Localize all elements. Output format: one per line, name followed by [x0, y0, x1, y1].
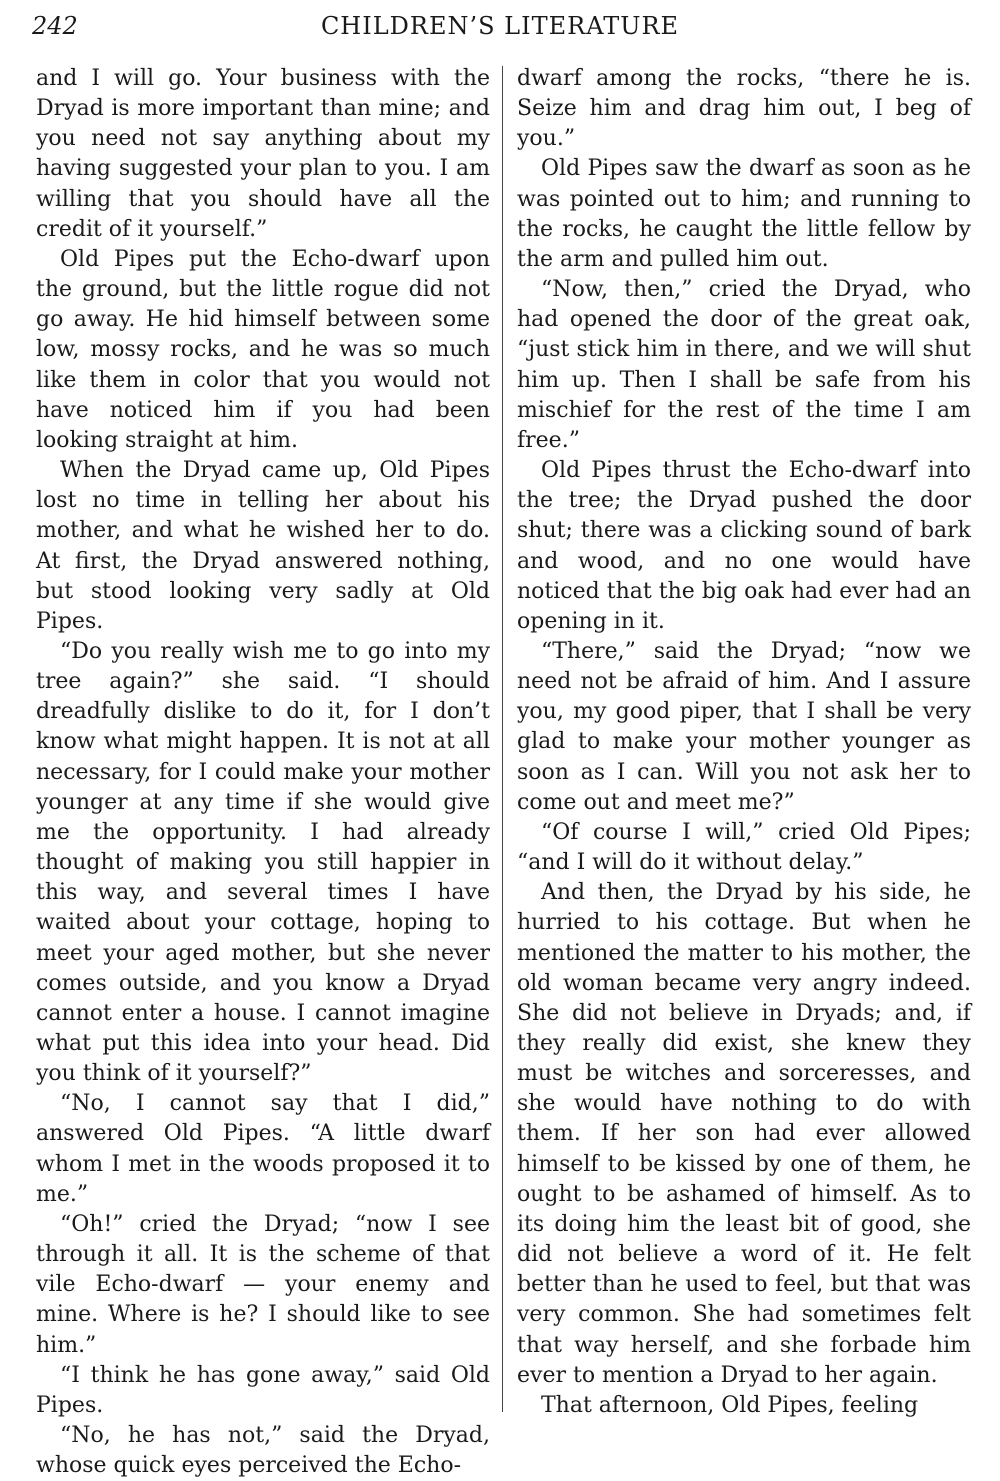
column-divider [502, 66, 503, 1412]
right-column [517, 64, 971, 1421]
paragraph: Old Pipes saw the dwarf as soon as he was pointed out to him; and running to the rocks, he caught the little fellow by the arm and pulled him out. [517, 156, 971, 272]
paragraph: And then, the Dryad by his side, he hurried to his cottage. But when he mentioned the matter to his mother, the old woman became very angry indeed. She did not believe in Dryads; and, if they really did exist, she knew they must be witches and sorceresses, and she would have nothing to do with them. If her son had ever allowed himself to be kissed by one of them, he ought to be ashamed of himself. As to its doing him the least bit of good, she did not believe a word of it. He felt better than he used to feel, but that was very common. She had sometimes felt that way herself, and she forbade him ever to mention a Dryad to her again. [517, 880, 971, 1388]
left-column [36, 64, 490, 1481]
paragraph: “No, he has not,” said the Dryad, whose quick eyes perceived the Echo- [36, 1423, 490, 1479]
paragraph: “No, I cannot say that I did,” answered Old Pipes. “A little dwarf whom I met in the woods proposed it to me.” [36, 1091, 490, 1207]
paragraph: Old Pipes put the Echo-dwarf upon the ground, but the little rogue did not go away. He hid himself between some low, mossy rocks, and he was so much like them in color that you would not have noticed him if you had been looking straight at him. [36, 246, 490, 453]
paragraph: When the Dryad came up, Old Pipes lost no time in telling her about his mother, and what he wished her to do. At first, the Dryad answered nothing, but stood looking very sadly at Old Pipes. [36, 458, 490, 634]
paragraph: “There,” said the Dryad; “now we need not be afraid of him. And I assure you, my good piper, that I shall be very glad to make your mother younger as soon as I can. Will you not ask her to come out and meet me?” [517, 638, 971, 815]
paragraph: “Do you really wish me to go into my tree again?” she said. “I should dreadfully dislike to do it, for I don’t know what might happen. It is not at all necessary, for I could make your mother younger at any time if she would give me the opportunity. I had already thought of making you still happier in this way, and several times I have waited about your cottage, hoping to meet your aged mother, but she never comes outside, and you know a Dryad cannot enter a house. I cannot imagine what put this idea into your head. Did you think of it yourself?” [36, 638, 490, 1087]
paragraph: and I will go. Your business with the Dryad is more important than mine; and you need not say anything about my having suggested your plan to you. I am willing that you should have all the credit of it yourself.” [36, 66, 490, 242]
running-title: CHILDREN’S LITERATURE [320, 12, 680, 40]
paragraph: “Oh!” cried the Dryad; “now I see through it all. It is the scheme of that vile Echo-dwarf — your enemy and mine. Where is he? I should like to see him.” [36, 1211, 490, 1358]
page-header [32, 8, 968, 44]
paragraph: “Of course I will,” cried Old Pipes; “and I will do it without delay.” [517, 819, 971, 876]
paragraph: That afternoon, Old Pipes, feeling [541, 1392, 919, 1418]
paragraph: dwarf among the rocks, “there he is. Seize him and drag him out, I beg of you.” [517, 66, 971, 152]
paragraph: Old Pipes thrust the Echo-dwarf into the tree; the Dryad pushed the door shut; there was a clicking sound of bark and wood, and no one would have noticed that the big oak had ever had an opening in it. [517, 458, 971, 634]
paragraph: “I think he has gone away,” said Old Pipes. [36, 1362, 490, 1418]
page-number: 242 [32, 12, 78, 40]
paragraph: “Now, then,” cried the Dryad, who had opened the door of the great oak, “just stick him in there, and we will shut him up. Then I shall be safe from his mischief for the rest of the time I am free.” [517, 277, 971, 453]
